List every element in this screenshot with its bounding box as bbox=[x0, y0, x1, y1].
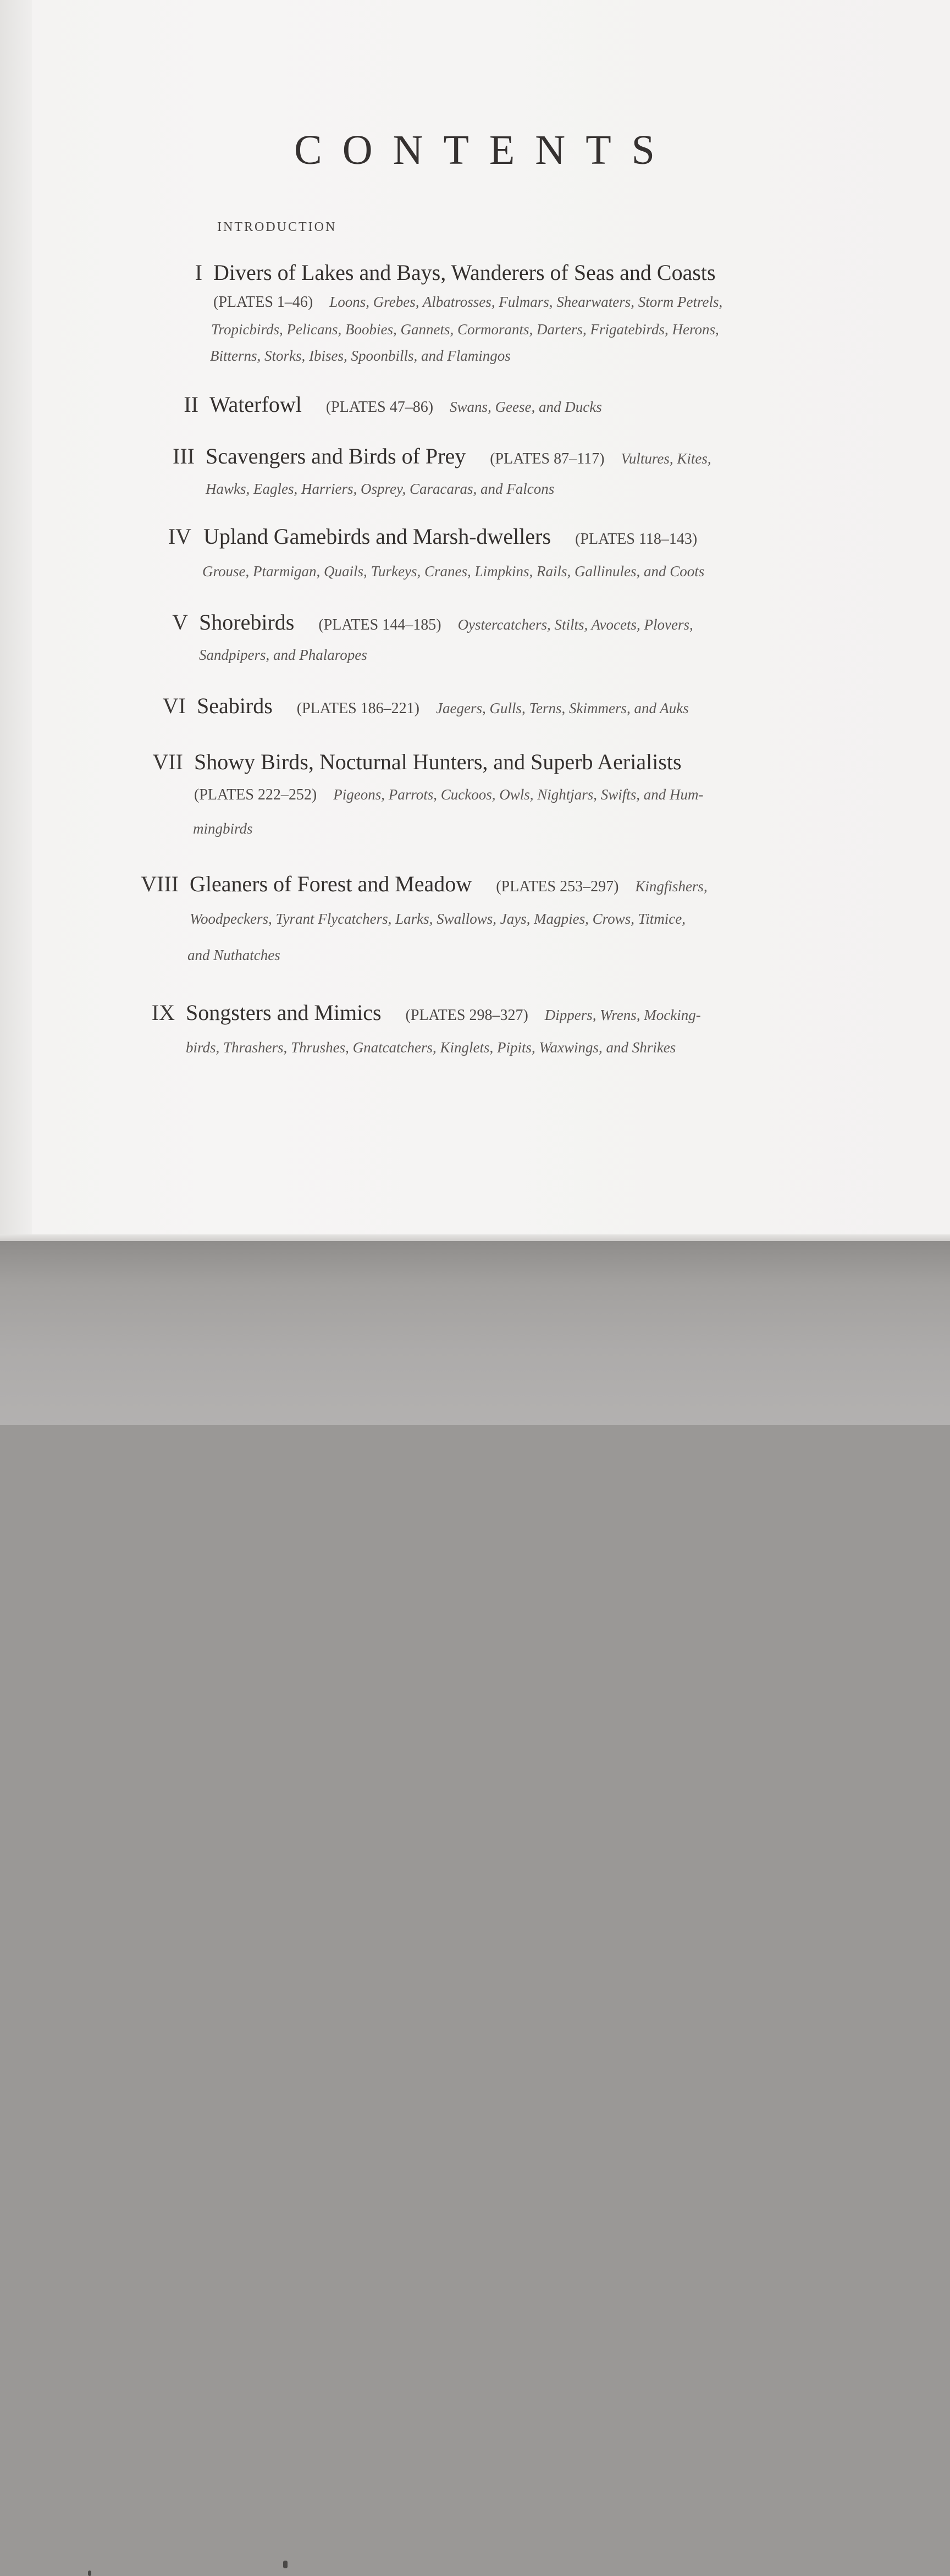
chapter-plates: (PLATES 298–327) bbox=[405, 1007, 528, 1024]
chapter-numeral: IV bbox=[168, 524, 191, 549]
chapter-title: Scavengers and Birds of Prey bbox=[206, 444, 466, 468]
chapter-plates: (PLATES 144–185) bbox=[318, 616, 441, 633]
chapter-numeral: III bbox=[173, 444, 195, 468]
chapter-subjects-cont: birds, Thrashers, Thrushes, Gnatcatchers, Kinglets, Pipits, Waxwings, and Shrikes bbox=[186, 1039, 676, 1056]
chapter-subjects: Loons, Grebes, Albatrosses, Fulmars, Shearwaters, Storm Petrels, bbox=[329, 294, 723, 310]
chapter-subjects-cont: Sandpipers, and Phalaropes bbox=[199, 647, 367, 663]
chapter-plates: (PLATES 186–221) bbox=[296, 700, 419, 717]
chapter-plates: (PLATES 118–143) bbox=[575, 531, 698, 548]
page-gutter bbox=[0, 0, 32, 1240]
chapter-subjects: Kingfishers, bbox=[635, 878, 708, 895]
introduction-entry: INTRODUCTION bbox=[217, 220, 337, 234]
chapter-subjects-cont: mingbirds bbox=[193, 820, 253, 837]
chapter-plates: (PLATES 47–86) bbox=[325, 399, 434, 416]
chapter-title: Divers of Lakes and Bays, Wanderers of Seas and Coasts bbox=[213, 260, 716, 285]
chapter-subjects-cont: Grouse, Ptarmigan, Quails, Turkeys, Cranes, Limpkins, Rails, Gallinules, and Coots bbox=[202, 563, 705, 580]
chapter-numeral: V bbox=[172, 610, 188, 635]
chapter-subjects: Jaegers, Gulls, Terns, Skimmers, and Auks bbox=[436, 700, 689, 716]
chapter-plates: (PLATES 222–252) bbox=[194, 786, 317, 803]
chapter-plates: (PLATES 1–46) bbox=[213, 294, 313, 311]
chapter-numeral: VIII bbox=[141, 871, 179, 896]
chapter-subjects: Pigeons, Parrots, Cuckoos, Owls, Nightjars, Swifts, and Hum- bbox=[333, 786, 704, 803]
smudge-mark bbox=[88, 2571, 91, 2576]
page-edge bbox=[0, 1234, 950, 1241]
chapter-numeral: VI bbox=[162, 693, 186, 718]
chapter-title: Waterfowl bbox=[209, 392, 302, 417]
chapter-title: Upland Gamebirds and Marsh-dwellers bbox=[203, 524, 551, 549]
chapter-subjects: Oystercatchers, Stilts, Avocets, Plovers, bbox=[457, 616, 693, 633]
page-title: CONTENTS bbox=[294, 127, 675, 173]
chapter-title: Gleaners of Forest and Meadow bbox=[190, 871, 472, 896]
chapter-subjects: Swans, Geese, and Ducks bbox=[450, 399, 602, 415]
chapter-numeral: VII bbox=[152, 749, 183, 774]
smudge-mark bbox=[283, 2561, 288, 2568]
chapter-subjects-cont: Woodpeckers, Tyrant Flycatchers, Larks, Swallows, Jays, Magpies, Crows, Titmice, bbox=[190, 911, 686, 927]
chapter-numeral: II bbox=[184, 392, 198, 417]
table-surface bbox=[0, 1241, 950, 1425]
chapter-subjects-cont: Tropicbirds, Pelicans, Boobies, Gannets, Cormorants, Darters, Frigatebirds, Herons, bbox=[211, 321, 719, 338]
chapter-title: Seabirds bbox=[197, 693, 273, 718]
chapter-subjects: Vultures, Kites, bbox=[621, 450, 711, 467]
chapter-title: Songsters and Mimics bbox=[186, 1000, 382, 1025]
chapter-plates: (PLATES 87–117) bbox=[490, 450, 605, 467]
chapter-subjects: Dippers, Wrens, Mocking- bbox=[544, 1007, 701, 1023]
chapter-subjects-cont: Bitterns, Storks, Ibises, Spoonbills, and Flamingos bbox=[210, 347, 511, 364]
chapter-subjects-cont: and Nuthatches bbox=[187, 947, 280, 963]
chapter-numeral: I bbox=[195, 260, 202, 285]
chapter-subjects-cont: Hawks, Eagles, Harriers, Osprey, Caracaras, and Falcons bbox=[206, 481, 555, 497]
chapter-numeral: IX bbox=[151, 1000, 175, 1025]
chapter-plates: (PLATES 253–297) bbox=[496, 878, 619, 895]
chapter-title: Shorebirds bbox=[199, 610, 295, 635]
chapter-title: Showy Birds, Nocturnal Hunters, and Superb Aerialists bbox=[194, 749, 682, 774]
book-page bbox=[0, 0, 950, 1240]
